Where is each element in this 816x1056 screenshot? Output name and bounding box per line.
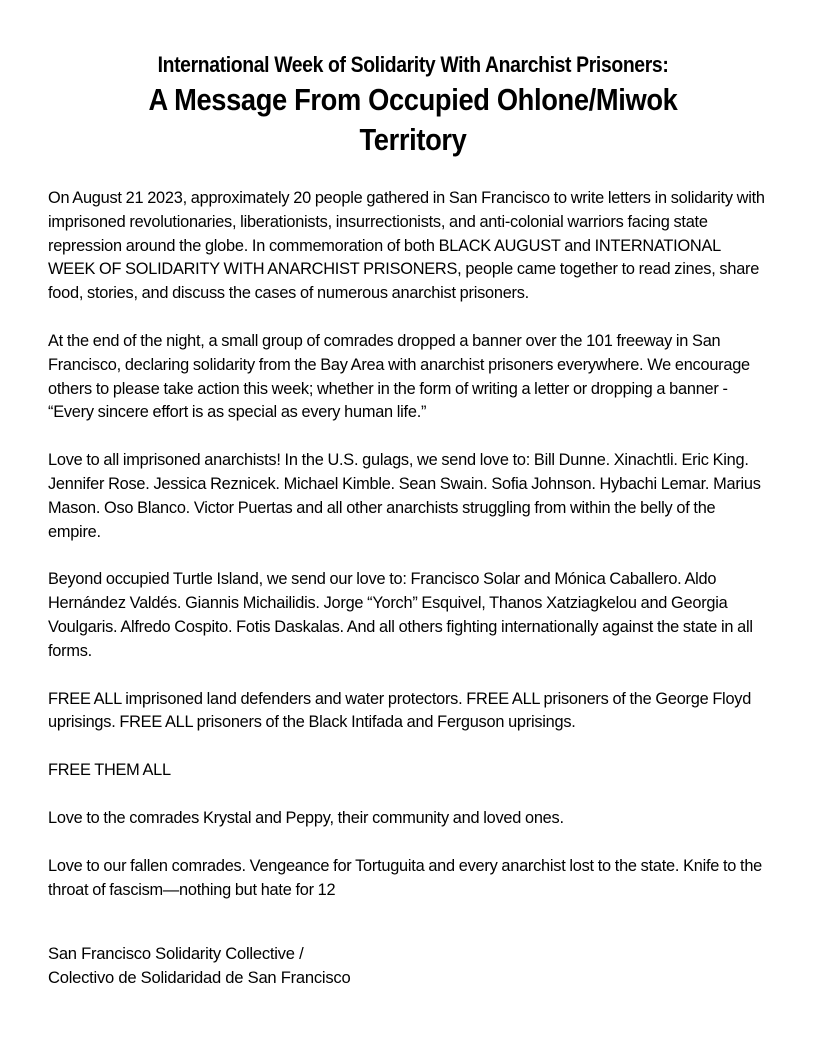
paragraph-fallen-comrades: Love to our fallen comrades. Vengeance for Tortuguita and every anarchist lost to the state. Knife to the throat of fascism—nothing but hate for 12 bbox=[48, 855, 763, 899]
document-title: A Message From Occupied Ohlone/Miwok Territory bbox=[148, 82, 678, 157]
document-page bbox=[48, 50, 778, 925]
paragraph-gathering: On August 21 2023, approximately 20 people gathered in San Francisco to write letters in solidarity with imprisoned revolutionaries, liberationists, insurrectionists, and anti-colonial warriors facing state repression around the globe. In commemoration of both BLACK AUGUST and INTERNATIONAL WEEK OF SOLIDARITY WITH ANARCHIST PRISONERS, people came together to read zines, share food, stories, and discuss the cases of numerous anarchist prisoners. bbox=[48, 188, 765, 303]
paragraph-international-prisoners: Beyond occupied Turtle Island, we send our love to: Francisco Solar and Mónica Caballero. Aldo Hernández Valdés. Giannis Michailidis. Jorge “Yorch” Esquivel, Thanos Xatziagkelou and Georgia Voulgaris. Alfredo Cospito. Fotis Daskalas. And all others fighting internationally against the state in all forms. bbox=[48, 569, 753, 660]
signature-block bbox=[48, 942, 748, 990]
paragraph-free-them-all: FREE THEM ALL bbox=[48, 760, 171, 780]
paragraph-banner-drop: At the end of the night, a small group of comrades dropped a banner over the 101 freeway in San Francisco, declaring solidarity from the Bay Area with anarchist prisoners everywhere. We encourage others to please take action this week; whether in the form of writing a letter or dropping a banner - “Every sincere effort is as special as every human life.” bbox=[48, 330, 750, 422]
paragraph-free-all: FREE ALL imprisoned land defenders and water protectors. FREE ALL prisoners of the George Floyd uprisings. FREE ALL prisoners of the Black Intifada and Ferguson uprisings. bbox=[48, 688, 752, 732]
paragraph-comrades: Love to the comrades Krystal and Peppy, their community and loved ones. bbox=[48, 807, 564, 827]
document-subtitle: International Week of Solidarity With Anarchist Prisoners: bbox=[157, 52, 669, 77]
document-body bbox=[48, 186, 778, 901]
paragraph-us-prisoners: Love to all imprisoned anarchists! In the U.S. gulags, we send love to: Bill Dunne. Xinachtli. Eric King. Jennifer Rose. Jessica Reznicek. Michael Kimble. Sean Swain. Sofia Johnson. Hybachi Lemar. Marius Mason. Oso Blanco. Victor Puertas and all other anarchists struggling from within the belly of the empire. bbox=[48, 450, 761, 541]
signature-line-english: San Francisco Solidarity Collective / bbox=[48, 944, 304, 963]
signature-line-spanish: Colectivo de Solidaridad de San Francisco bbox=[48, 968, 351, 987]
